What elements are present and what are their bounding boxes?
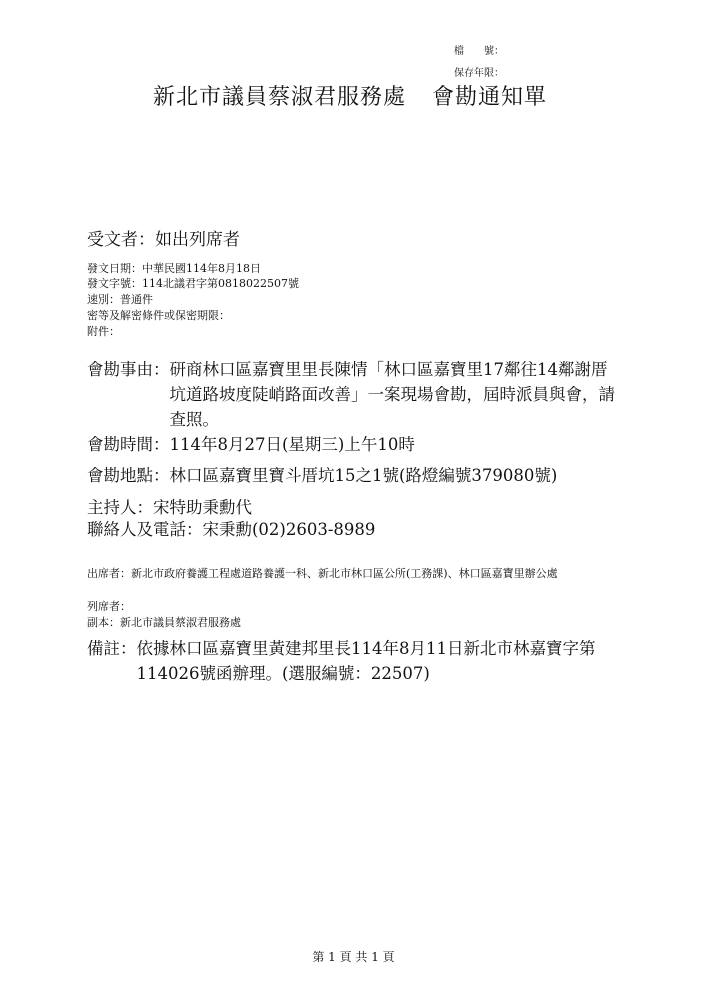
document-type: 會勘通知單 (432, 85, 548, 110)
inspection-time (87, 432, 627, 457)
inspection-place-text: 林口區嘉寶里寶斗厝坑15之1號(路燈編號379080號) (169, 466, 558, 485)
page-number: 第 1 頁 共 1 頁 (312, 950, 395, 964)
attendees (87, 566, 627, 582)
inspection-matter-text: 研商林口區嘉寶里里長陳情「林口區嘉寶里17鄰往14鄰謝厝坑道路坡度陡峭路面改善」一案現場會勘，屆時派員與會，請查照。 (169, 360, 615, 429)
remark (87, 636, 627, 686)
inspection-time-label: 會勘時間： (87, 435, 170, 454)
issue-date: 發文日期：中華民國114年8月18日 (87, 262, 261, 275)
contact-line: 聯絡人及電話：宋秉勳(02)2603-8989 (87, 520, 376, 539)
inspection-place-label: 會勘地點： (87, 466, 170, 485)
attendees-text: 新北市政府養護工程處道路養護一科、新北市林口區公所(工務課)、林口區嘉寶里辦公處 (131, 567, 558, 580)
inspection-matter-label: 會勘事由： (87, 360, 170, 379)
reference-number: 發文字號：114北議君字第0818022507號 (87, 277, 299, 290)
observers-line: 列席者： (87, 600, 131, 613)
inspection-time-text: 114年8月27日(星期三)上午10時 (169, 435, 415, 454)
file-number-field: 檔 號： (454, 46, 504, 57)
copy-to-line: 副本：新北市議員蔡淑君服務處 (87, 616, 241, 629)
inspection-place (87, 463, 627, 488)
inspection-matter (87, 357, 627, 432)
recipient-line: 受文者：如出列席者 (87, 230, 240, 250)
office-name: 新北市議員蔡淑君服務處 (153, 85, 407, 110)
attendees-label: 出席者： (87, 567, 131, 580)
retention-period-field: 保存年限： (454, 68, 504, 79)
host-line: 主持人：宋特助秉勳代 (87, 498, 252, 517)
delivery-speed: 速別：普通件 (87, 293, 153, 306)
remark-label: 備註： (87, 639, 137, 658)
secrecy-level: 密等及解密條件或保密期限： (87, 309, 230, 322)
attachment-line: 附件： (87, 325, 120, 338)
remark-text: 依據林口區嘉寶里黃建邦里長114年8月11日新北市林嘉寶字第114026號函辦理。(選服編號：22507) (136, 639, 596, 683)
document-title (153, 84, 547, 112)
